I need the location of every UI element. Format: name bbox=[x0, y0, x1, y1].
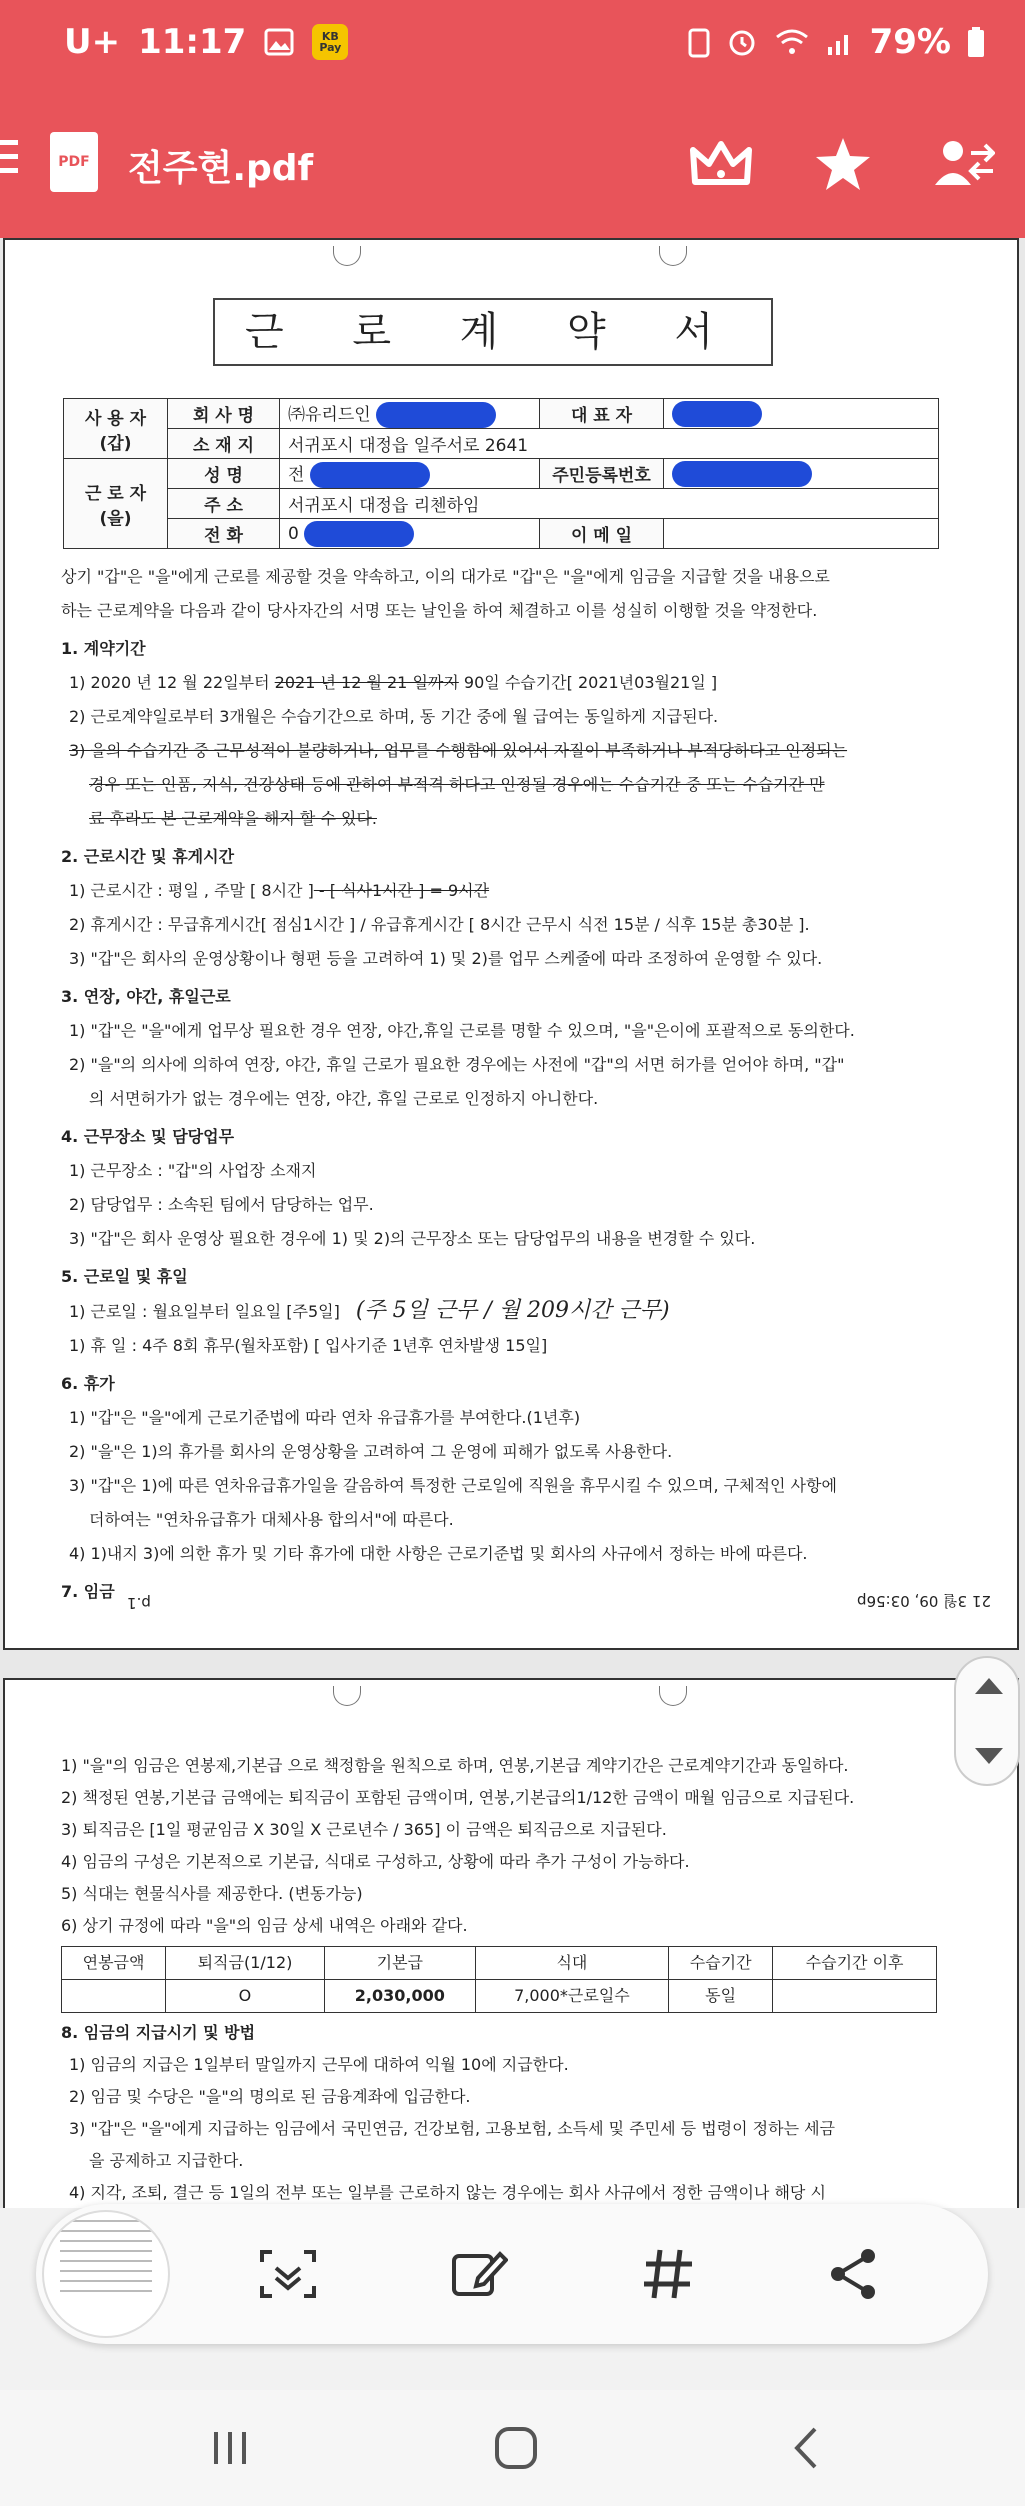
kb-pay-icon: KB Pay bbox=[312, 24, 348, 60]
clause: 1) 근무장소 : "갑"의 사업장 소재지 bbox=[69, 1161, 317, 1180]
clause: 3) 을의 수습기간 중 근무성적이 불량하거나, 업무를 수행함에 있어서 자질이 부족하거나 부적당하다고 인정되는 bbox=[69, 741, 848, 760]
pdf-viewer[interactable] bbox=[0, 238, 1025, 2208]
clause: 5) 식대는 현물식사를 제공한다. (변동가능) bbox=[61, 1884, 363, 1903]
section-heading: 6. 휴가 bbox=[61, 1374, 115, 1393]
scroll-up-icon[interactable] bbox=[975, 1678, 1003, 1694]
clause: 2) "을"은 1)의 휴가를 회사의 운영상황을 고려하여 그 운영에 피해가 없도록 사용한다. bbox=[69, 1442, 673, 1461]
wage-header: 수습기간 이후 bbox=[773, 1947, 937, 1980]
worker-address-value: 서귀포시 대정읍 리첸하임 bbox=[280, 489, 939, 519]
address-label: 소 재 지 bbox=[168, 429, 280, 459]
worker-label: 근 로 자 (을) bbox=[64, 459, 168, 549]
pdf-page-2 bbox=[3, 1678, 1019, 2208]
handwritten-note: (주 5일 근무 / 월 209시간 근무) bbox=[355, 1298, 670, 1323]
star-icon[interactable] bbox=[807, 128, 879, 200]
clause: 4) 임금의 구성은 기본적으로 기본급, 식대로 구성하고, 상황에 따라 추가 구성이 가능하다. bbox=[61, 1852, 690, 1871]
alarm-icon bbox=[726, 26, 758, 58]
section-heading: 4. 근무장소 및 담당업무 bbox=[61, 1127, 235, 1146]
clause: 2) 담당업무 : 소속된 팀에서 담당하는 업무. bbox=[69, 1195, 374, 1214]
clause: 3) "갑"은 회사의 운영상황이나 형편 등을 고려하여 1) 및 2)를 업무 스케줄에 따라 조정하여 운영할 수 있다. bbox=[69, 949, 823, 968]
share-icon[interactable] bbox=[822, 2242, 886, 2306]
clause: 1) 2020 년 12 월 22일부터 2021 년 12 월 21 일까지 90일 수습기간[ 2021년03월21일 ] bbox=[69, 673, 718, 692]
clause: 1) 근로일 : 월요일부터 일요일 [주5일] (주 5일 근무 / 월 209시간 근무) bbox=[69, 1298, 670, 1323]
back-icon[interactable] bbox=[774, 2416, 838, 2480]
status-bar bbox=[0, 0, 1025, 92]
wage-header: 식대 bbox=[475, 1947, 668, 1980]
user-switch-icon[interactable] bbox=[929, 128, 1001, 200]
document-title: 전주현.pdf bbox=[128, 148, 314, 189]
clause: 3) 퇴직금은 [1일 평균임금 X 30일 X 근로년수 / 365] 이 금액은 퇴직금으로 지급된다. bbox=[61, 1820, 667, 1839]
clause: 4) 지각, 조퇴, 결근 등 1일의 전부 또는 일부를 근로하지 않는 경우에는 회사 사규에서 정한 금액이나 해당 시 bbox=[69, 2183, 826, 2202]
wage-cell bbox=[62, 1980, 166, 2013]
clause: 2) 근로계약일로부터 3개월은 수습기간으로 하며, 동 기간 중에 월 급여는 동일하게 지급된다. bbox=[69, 707, 719, 726]
wage-header: 기본급 bbox=[324, 1947, 475, 1980]
phone-label: 전 화 bbox=[168, 519, 280, 549]
carrier-label: U+ bbox=[64, 22, 121, 62]
company-label: 회 사 명 bbox=[168, 399, 280, 429]
scan-icon[interactable] bbox=[256, 2242, 320, 2306]
wage-cell: 동일 bbox=[669, 1980, 773, 2013]
system-nav-bar bbox=[0, 2390, 1025, 2506]
clause: 6) 상기 규정에 따라 "을"의 임금 상세 내역은 아래와 같다. bbox=[61, 1916, 468, 1935]
page-footer-left: p.1 bbox=[127, 1594, 151, 1612]
name-value: 전 bbox=[288, 464, 305, 485]
redaction-mark bbox=[672, 461, 812, 487]
wage-cell: 7,000*근로일수 bbox=[475, 1980, 668, 2013]
clause: 3) "갑"은 회사 운영상 필요한 경우에 1) 및 2)의 근무장소 또는 담당업무의 내용을 변경할 수 있다. bbox=[69, 1229, 756, 1248]
email-label: 이 메 일 bbox=[540, 519, 664, 549]
employer-label: 사 용 자 (갑) bbox=[64, 399, 168, 459]
clause: 2) 책정된 연봉,기본급 금액에는 퇴직금이 포함된 금액이며, 연봉,기본급의1/12한 금액이 매월 임금으로 지급된다. bbox=[61, 1788, 855, 1807]
clause: 을 공제하고 지급한다. bbox=[89, 2151, 244, 2170]
contract-body-page2 bbox=[61, 1750, 987, 2208]
wage-cell: 2,030,000 bbox=[324, 1980, 475, 2013]
section-heading: 1. 계약기간 bbox=[61, 639, 146, 658]
clause: 4) 1)내지 3)에 의한 휴가 및 기타 휴가에 대한 사항은 근로기준법 및 회사의 사규에서 정하는 바에 따른다. bbox=[69, 1544, 808, 1563]
signal-icon bbox=[826, 27, 854, 57]
wage-header: 퇴직금(1/12) bbox=[166, 1947, 325, 1980]
section-heading: 2. 근로시간 및 휴게시간 bbox=[61, 847, 235, 866]
menu-icon[interactable] bbox=[0, 140, 18, 184]
recents-icon[interactable] bbox=[198, 2416, 262, 2480]
pdf-page-1 bbox=[3, 238, 1019, 1650]
worker-address-label: 주 소 bbox=[168, 489, 280, 519]
wage-header: 수습기간 bbox=[669, 1947, 773, 1980]
pdf-file-icon: PDF bbox=[50, 132, 98, 192]
battery-saver-icon bbox=[688, 26, 710, 58]
name-label: 성 명 bbox=[168, 459, 280, 489]
page-scroll-control[interactable] bbox=[954, 1656, 1020, 1786]
clause: 2) 임금 및 수당은 "을"의 명의로 된 금융계좌에 입금한다. bbox=[69, 2087, 471, 2106]
battery-percent: 79% bbox=[869, 22, 951, 62]
clause: 1) 휴 일 : 4주 8회 휴무(월차포함) [ 입사기준 1년후 연차발생 15일] bbox=[69, 1336, 548, 1355]
clock: 11:17 bbox=[138, 22, 247, 62]
section-heading: 7. 임금 bbox=[61, 1582, 115, 1601]
page-thumbnail[interactable] bbox=[42, 2210, 170, 2338]
redaction-mark bbox=[672, 401, 762, 427]
section-heading: 3. 연장, 야간, 휴일근로 bbox=[61, 987, 231, 1006]
scroll-down-icon[interactable] bbox=[975, 1748, 1003, 1764]
clause: 3) "갑"은 1)에 따른 연차유급휴가일을 갈음하여 특정한 근로일에 직원을 휴무시킬 수 있으며, 구체적인 사항에 bbox=[69, 1476, 837, 1495]
wage-cell bbox=[773, 1980, 937, 2013]
punch-holes bbox=[5, 240, 1017, 280]
clause: 료 후라도 본 근로계약을 해지 할 수 있다. bbox=[89, 809, 377, 828]
bottom-toolbar bbox=[36, 2204, 988, 2344]
clause: 의 서면허가가 없는 경우에는 연장, 야간, 휴일 근로로 인정하지 아니한다. bbox=[89, 1089, 599, 1108]
home-icon[interactable] bbox=[484, 2416, 548, 2480]
address-value: 서귀포시 대정읍 일주서로 2641 bbox=[280, 429, 939, 459]
contract-title: 근 로 계 약 서 bbox=[213, 298, 773, 366]
crown-icon[interactable] bbox=[685, 128, 757, 200]
app-bar bbox=[0, 92, 1025, 238]
clause: 1) "갑"은 "을"에게 업무상 필요한 경우 연장, 야간,휴일 근로를 명할 수 있으며, "을"은이에 포괄적으로 동의한다. bbox=[69, 1021, 855, 1040]
gallery-icon bbox=[264, 28, 294, 56]
clause: 2) 휴게시간 : 무급휴게시간[ 점심1시간 ] / 유급휴게시간 [ 8시간 근무시 식전 15분 / 식후 15분 총30분 ]. bbox=[69, 915, 810, 934]
redaction-mark bbox=[310, 462, 430, 488]
clause: 3) "갑"은 "을"에게 지급하는 임금에서 국민연금, 건강보험, 고용보험, 소득세 및 주민세 등 법령이 정하는 세금 bbox=[69, 2119, 836, 2138]
wifi-icon bbox=[774, 27, 810, 57]
phone-value: 0 bbox=[288, 523, 299, 544]
clause: 2) "을"의 의사에 의하여 연장, 야간, 휴일 근로가 필요한 경우에는 사전에 "갑"의 서면 허가를 얻어야 하며, "갑" bbox=[69, 1055, 845, 1074]
ceo-label: 대 표 자 bbox=[540, 399, 664, 429]
hash-icon[interactable] bbox=[636, 2242, 700, 2306]
clause: 경우 또는 인품, 지식, 건강상태 등에 관하여 부적격 하다고 인정될 경우에는 수습기간 중 또는 수습기간 만 bbox=[89, 775, 825, 794]
clause: 1) "갑"은 "을"에게 근로기준법에 따라 연차 유급휴가를 부여한다.(1년후) bbox=[69, 1408, 581, 1427]
page-footer-right: 21 3월 09, 03:56p bbox=[856, 1592, 991, 1610]
wage-header: 연봉금액 bbox=[62, 1947, 166, 1980]
punch-holes bbox=[5, 1680, 1017, 1720]
clause: 1) 근로시간 : 평일 , 주말 [ 8시간 ] - [ 식사1시간 ] = 9시간 bbox=[69, 881, 490, 900]
ssn-label: 주민등록번호 bbox=[540, 459, 664, 489]
intro-line: 하는 근로계약을 다음과 같이 당사자간의 서명 또는 날인을 하여 체결하고 이를 성실히 이행할 것을 약정한다. bbox=[61, 601, 818, 620]
contract-body bbox=[61, 560, 987, 1609]
section-heading: 5. 근로일 및 휴일 bbox=[61, 1267, 188, 1286]
clause: 더하여는 "연차유급휴가 대체사용 합의서"에 따른다. bbox=[89, 1510, 454, 1529]
clause: 1) "을"의 임금은 연봉제,기본급 으로 책정함을 원칙으로 하며, 연봉,기본급 계약기간은 근로계약기간과 동일하다. bbox=[61, 1756, 849, 1775]
intro-line: 상기 "갑"은 "을"에게 근로를 제공할 것을 약속하고, 이의 대가로 "갑"은 "을"에게 임금을 지급할 것을 내용으로 bbox=[61, 567, 830, 586]
section-heading: 8. 임금의 지급시기 및 방법 bbox=[61, 2023, 256, 2042]
edit-icon[interactable] bbox=[446, 2242, 510, 2306]
wage-cell: O bbox=[166, 1980, 325, 2013]
party-info-table bbox=[63, 398, 939, 549]
redaction-mark bbox=[304, 521, 414, 547]
clause: 1) 임금의 지급은 1일부터 말일까지 근무에 대하여 익월 10에 지급한다. bbox=[69, 2055, 569, 2074]
company-value: ㈜유리드인 bbox=[288, 404, 371, 425]
wage-table bbox=[61, 1946, 937, 2013]
redaction-mark bbox=[376, 402, 496, 428]
battery-icon bbox=[967, 26, 985, 58]
